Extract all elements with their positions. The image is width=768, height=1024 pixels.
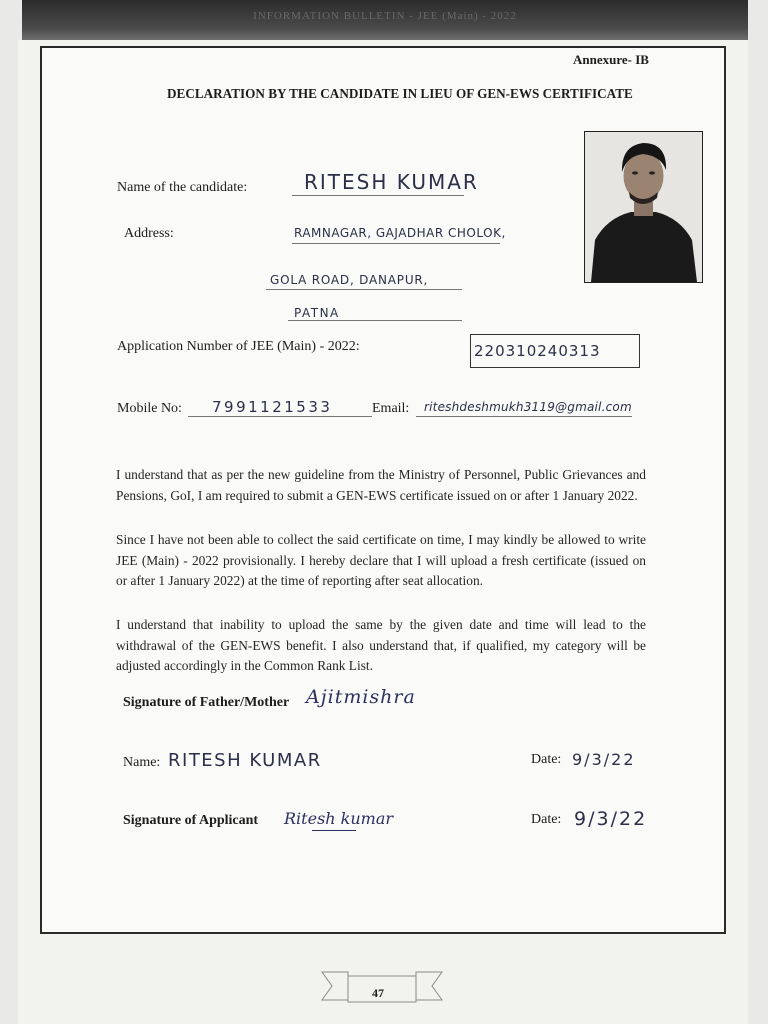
applicant-signature: Ritesh kumar (284, 809, 394, 828)
date-value-2: 9/3/22 (574, 808, 648, 830)
mobile-value: 7991121533 (212, 398, 333, 416)
name-underline (292, 195, 464, 196)
application-number-value: 220310240313 (474, 342, 601, 360)
address-label: Address: (124, 226, 174, 241)
application-number-label: Application Number of JEE (Main) - 2022: (117, 339, 360, 354)
page-number: 47 (372, 986, 384, 1000)
mobile-underline (188, 416, 372, 417)
parent-signature: Ajitmishra (306, 686, 416, 708)
parent-signature-label: Signature of Father/Mother (123, 695, 290, 710)
address-line-3: PATNA (294, 306, 340, 320)
candidate-photo (584, 131, 703, 283)
email-underline (416, 416, 632, 417)
mobile-label: Mobile No: (117, 401, 182, 416)
address-underline-1 (292, 243, 500, 244)
form-title: DECLARATION BY THE CANDIDATE IN LIEU OF GEN-EWS CERTIFICATE (167, 86, 633, 101)
applicant-signature-underline (312, 830, 356, 831)
address-underline-2 (266, 289, 462, 290)
declaration-paragraph-2: Since I have not been able to collect the said certificate on time, I may kindly be allowed to write JEE (Main) - 2022 provisionally. I hereby declare that I will upload a fresh certificate (issued on or after 1 January 2022) at the time of reporting after seat allocation. (116, 532, 646, 588)
name-label: Name of the candidate: (117, 180, 248, 195)
signatory-name-label: Name: (123, 755, 161, 770)
annexure-label: Annexure- IB (573, 52, 649, 67)
signatory-name-value: RITESH KUMAR (168, 750, 322, 771)
email-value: riteshdeshmukh3119@gmail.com (424, 400, 632, 414)
email-label: Email: (372, 401, 410, 416)
date-label-1: Date: (531, 752, 562, 767)
bulletin-header-text: INFORMATION BULLETIN - JEE (Main) - 2022 (253, 10, 517, 22)
applicant-signature-label: Signature of Applicant (123, 813, 259, 828)
bulletin-header-bar (22, 0, 748, 40)
address-underline-3 (288, 320, 462, 321)
date-label-2: Date: (531, 812, 562, 827)
person-photo-icon (585, 132, 702, 282)
address-line-1: RAMNAGAR, GAJADHAR CHOLOK, (294, 226, 506, 240)
date-value-1: 9/3/22 (572, 750, 636, 769)
declaration-paragraph-3: I understand that inability to upload the same by the given date and time will lead to the withdrawal of the GEN-EWS benefit. I also understand that, if qualified, my category will be adjusted accordingly in the Common Rank List. (116, 617, 646, 673)
address-line-2: GOLA ROAD, DANAPUR, (270, 273, 429, 287)
declaration-paragraph-1: I understand that as per the new guideline from the Ministry of Personnel, Public Grievances and Pensions, GoI, I am required to submit a GEN-EWS certificate issued on or after 1 January 2022. (116, 467, 646, 503)
candidate-name-value: RITESH KUMAR (304, 170, 479, 194)
